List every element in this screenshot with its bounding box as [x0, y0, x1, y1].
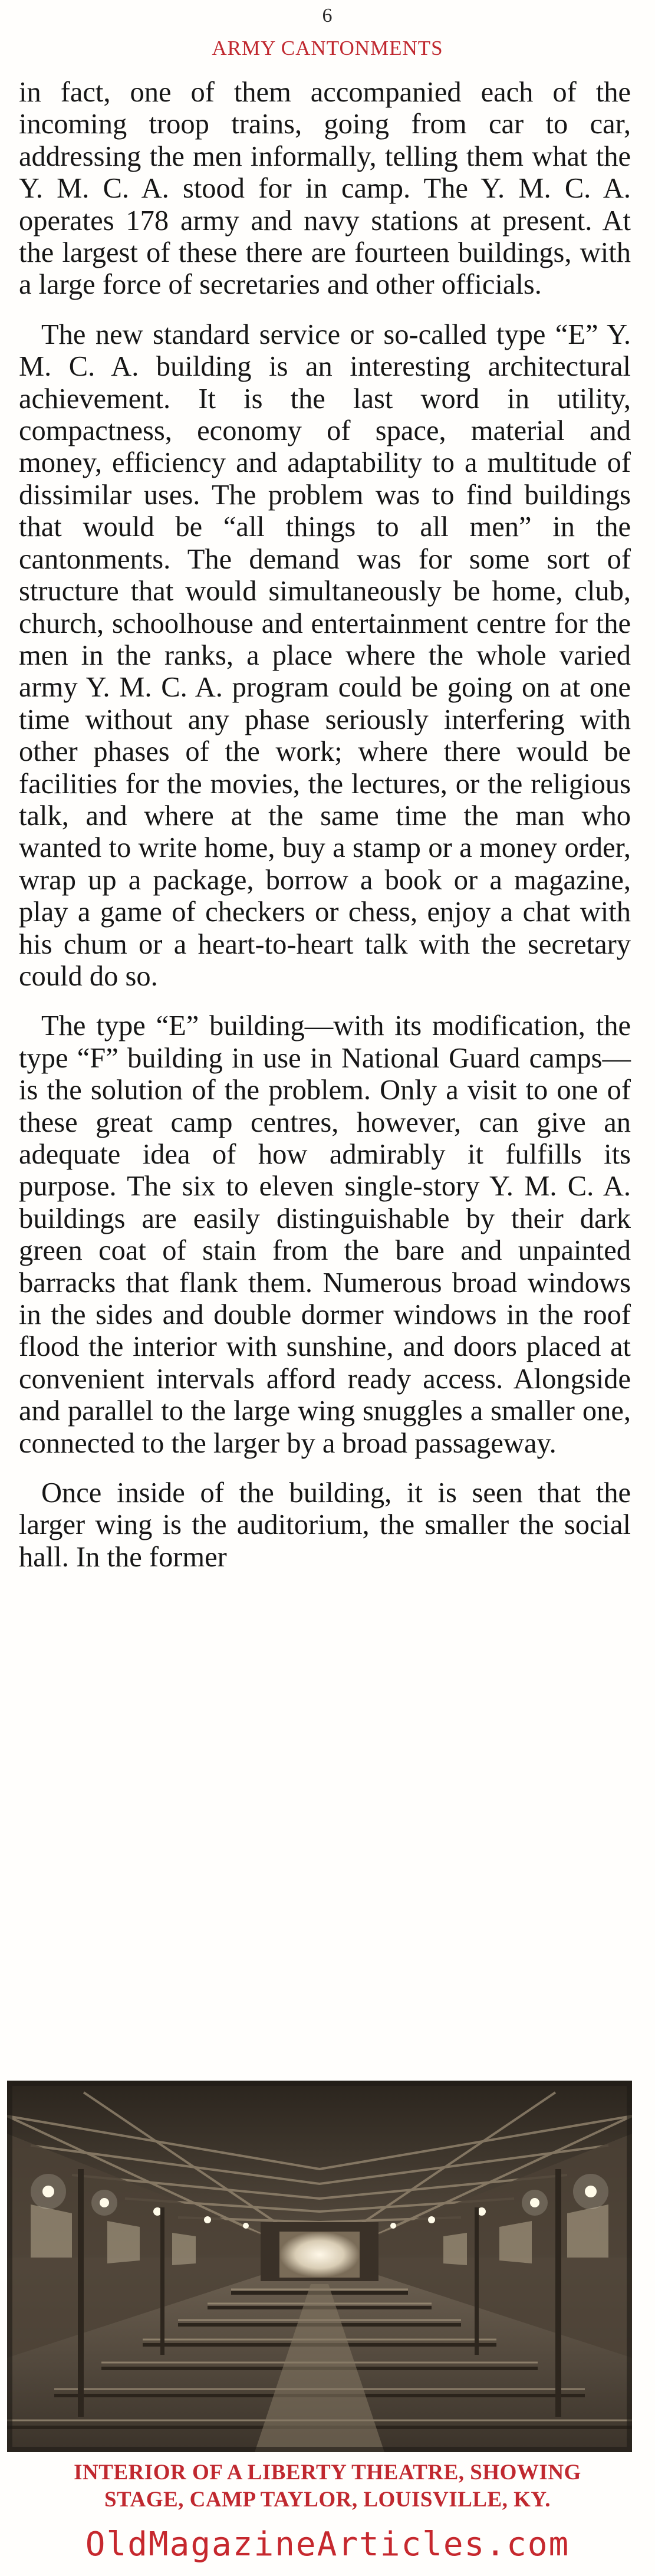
caption-line-1: INTERIOR OF A LIBERTY THEATRE, SHOWING: [74, 2460, 581, 2485]
theatre-interior-photo: [7, 2081, 632, 2452]
theatre-interior-illustration: [7, 2081, 632, 2452]
paragraph-3: The type “E” building—with its modification, the type “F” building in use in National Guard camps—is the solution of the problem. Only a visit to one of these great camp centres, however, can give an adequate idea of how admirably it fulfills its purpose. The six to eleven single-story Y. M. C. A. buildings are easily distinguishable by their dark green coat of stain from the bare and unpainted barracks that flank them. Numerous broad windows in the sides and double dormer windows in the roof flood the interior with sunshine, and doors placed at convenient intervals afford ready access. Alongside and parallel to the large wing snuggles a smaller one, connected to the larger by a broad passageway.: [19, 1010, 631, 1459]
page-number: 6: [322, 5, 333, 27]
article-body: [19, 77, 631, 1591]
paragraph-2: The new standard service or so-called type “E” Y. M. C. A. building is an interesting architectural achievement. It is the last word in utility, compactness, economy of space, material and money, efficiency and adaptability to a multitude of dissimilar uses. The problem was to find buildings that would be “all things to all men” in the cantonments. The demand was for some sort of structure that would simultaneously be home, club, church, schoolhouse and entertainment centre for the men in the ranks, a place where the whole varied army Y. M. C. A. program could be going on at one time without any phase seriously interfering with other phases of the work; where there would be facilities for the movies, the lectures, or the religious talk, and where at the same time the man who wanted to write home, buy a stamp or a money order, wrap up a package, borrow a book or a magazine, play a game of checkers or chess, enjoy a chat with his chum or a heart-to-heart talk with the secretary could do so.: [19, 318, 631, 992]
paragraph-1: in fact, one of them accompanied each of the incoming troop trains, going from car to car, addressing the men informally, telling them what the Y. M. C. A. stood for in camp. The Y. M. C. A. operates 178 army and navy stations at present. At the largest of these there are fourteen buildings, with a large force of secretaries and other officials.: [19, 77, 631, 301]
photo-caption: [0, 2459, 655, 2513]
caption-line-2: STAGE, CAMP TAYLOR, LOUISVILLE, KY.: [104, 2488, 551, 2512]
site-watermark: OldMagazineArticles.com: [85, 2525, 570, 2564]
running-head: ARMY CANTONMENTS: [212, 37, 443, 60]
paragraph-4: Once inside of the building, it is seen that the larger wing is the auditorium, the smaller the social hall. In the former: [19, 1477, 631, 1573]
